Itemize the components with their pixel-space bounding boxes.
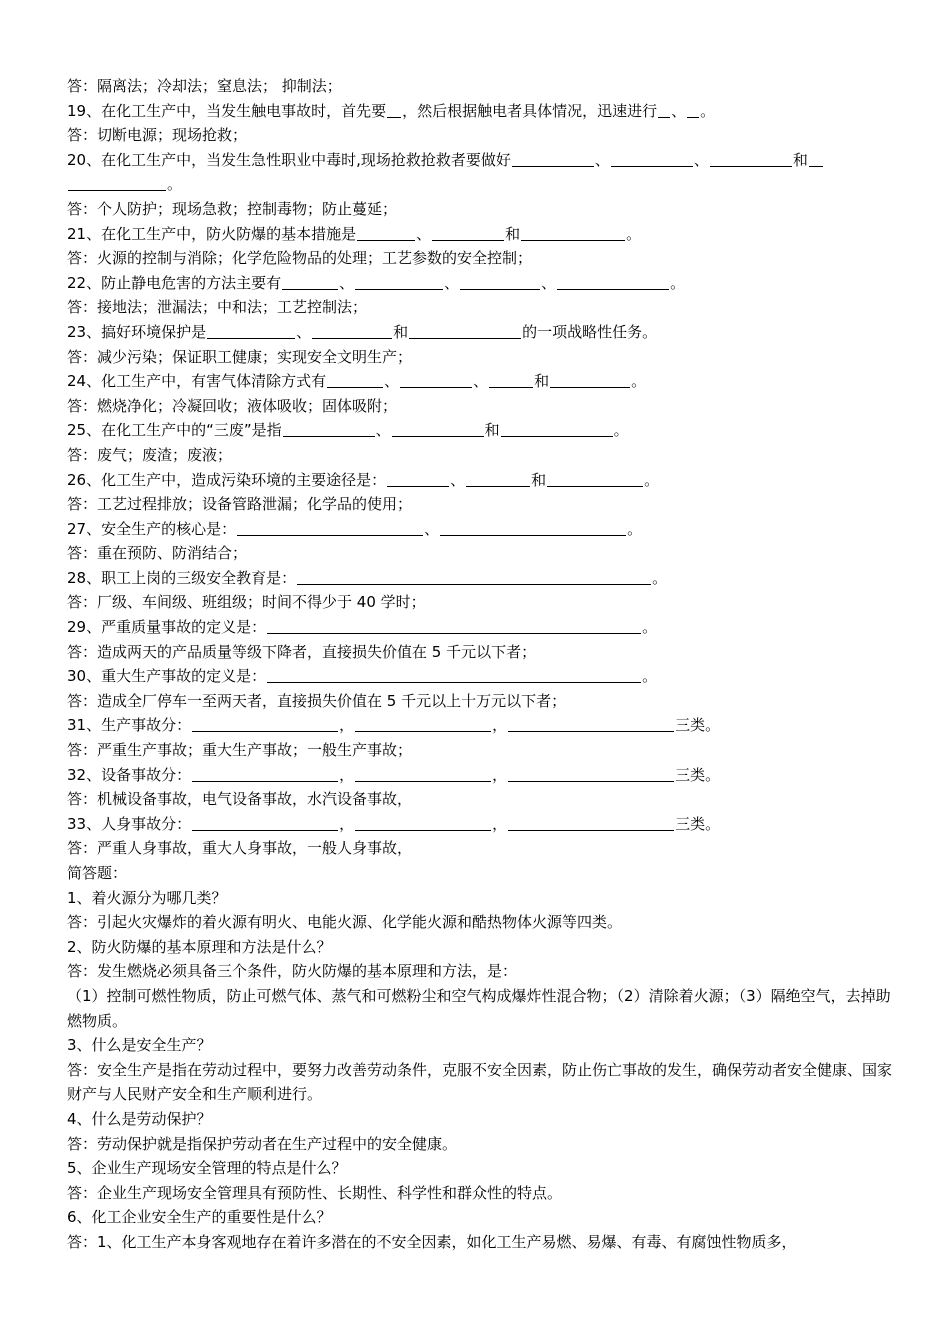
question-text: ， [492, 814, 508, 833]
question-text: 。 [167, 175, 183, 194]
fill-in-question-line [67, 418, 897, 443]
answer-blank [267, 668, 641, 683]
answer-blank [392, 422, 484, 437]
question-text: 、 [375, 421, 391, 440]
text-line: 答：发生燃烧必须具备三个条件，防火防爆的基本原理和方法，是： [67, 962, 518, 981]
question-text: 27、安全生产的核心是： [67, 519, 237, 538]
text-line: 3、什么是安全生产？ [67, 1036, 212, 1055]
fill-in-question-line [67, 271, 897, 296]
answer-blank [489, 373, 533, 388]
answer-blank [237, 521, 423, 536]
answer-blank [355, 816, 491, 831]
fill-in-question-line [67, 320, 897, 345]
answer-blank [68, 176, 166, 191]
answer-blank [508, 767, 674, 782]
question-text: ， [492, 716, 508, 735]
answer-blank [557, 275, 669, 290]
text-line: 简答题： [67, 864, 128, 882]
question-text: 、 [450, 470, 466, 489]
question-text: 。 [642, 618, 658, 637]
text-line: 1、着火源分为哪几类？ [67, 888, 227, 907]
text-line: 答：严重生产事故；重大生产事故；一般生产事故； [67, 741, 413, 760]
answer-blank [508, 816, 674, 831]
fill-in-question-line [67, 222, 897, 247]
question-text: 22、防止静电危害的方法主要有 [67, 273, 282, 292]
answer-blank [687, 103, 699, 118]
answer-blank [460, 275, 540, 290]
question-text: 30、重大生产事故的定义是： [67, 667, 267, 686]
question-text: 和 [484, 421, 500, 440]
question-text: 三类。 [675, 814, 721, 833]
fill-in-question-line [67, 713, 897, 738]
text-line: 答：隔离法；冷却法；窒息法； 抑制法； [67, 77, 342, 95]
question-text: 26、化工生产中，造成污染环境的主要途径是： [67, 470, 387, 489]
paragraph: 答：安全生产是指在劳动过程中，要努力改善劳动条件，克服不安全因素，防止伤亡事故的发生，确保劳动者安全健康、国家财产与人民财产安全和生产顺利进行。 [67, 1060, 893, 1104]
document-page [67, 74, 897, 1255]
answer-blank [297, 570, 651, 585]
question-text: ， [339, 814, 355, 833]
question-text: 、 [296, 322, 312, 341]
text-line: 答：严重人身事故，重大人身事故，一般人身事故， [67, 839, 413, 858]
answer-blank [400, 373, 472, 388]
question-text: 、 [594, 150, 610, 169]
text-line: 2、防火防爆的基本原理和方法是什么？ [67, 937, 332, 956]
question-text: 和 [531, 470, 547, 489]
answer-blank [512, 152, 594, 167]
fill-in-question-line [67, 172, 897, 197]
question-text: 20、在化工生产中，当发生急性职业中毒时,现场抢救抢救者要做好 [67, 150, 511, 169]
answer-blank [355, 767, 491, 782]
question-text: 和 [393, 322, 409, 341]
answer-blank [207, 324, 295, 339]
question-text: 28、职工上岗的三级安全教育是： [67, 568, 297, 587]
question-text: 25、在化工生产中的“三废”是指 [67, 421, 282, 440]
question-text: 。 [670, 273, 686, 292]
fill-in-question-line [67, 812, 897, 837]
question-text: ， [339, 716, 355, 735]
fill-in-question-line [67, 517, 897, 542]
text-line: 答：工艺过程排放；设备管路泄漏；化学品的使用； [67, 495, 413, 514]
fill-in-question-line [67, 615, 897, 640]
answer-blank [550, 373, 630, 388]
question-text: 。 [631, 372, 647, 391]
text-line: 答：厂级、车间级、班组级；时间不得少于 40 学时； [67, 593, 426, 612]
question-text: 19、在化工生产中，当发生触电事故时，首先要 [67, 101, 387, 120]
question-text: 、 [541, 273, 557, 292]
answer-blank [192, 767, 338, 782]
answer-blank [283, 422, 375, 437]
text-line: 答：造成全厂停车一至两天者，直接损失价值在 5 千元以上十万元以下者； [67, 691, 567, 710]
text-line: 答：燃烧净化；冷凝回收；液体吸收；固体吸附； [67, 396, 398, 415]
answer-blank [658, 103, 670, 118]
text-line: 答：引起火灾爆炸的着火源有明火、电能火源、化学能火源和酷热物体火源等四类。 [67, 913, 623, 932]
question-text: 。 [627, 519, 643, 538]
answer-blank [282, 275, 338, 290]
answer-blank [501, 422, 613, 437]
text-line: 答：1、化工生产本身客观地存在着许多潜在的不安全因素，如化工生产易燃、易爆、有毒、有腐蚀性物质多， [67, 1232, 797, 1251]
text-line: 4、什么是劳动保护？ [67, 1109, 212, 1128]
question-text: 32、设备事故分： [67, 765, 192, 784]
text-line: 答：劳动保护就是指保护劳动者在生产过程中的安全健康。 [67, 1134, 458, 1153]
question-text: 、 [424, 519, 440, 538]
fill-in-question-line [67, 468, 897, 493]
answer-blank [508, 717, 674, 732]
question-text: 的一项战略性任务。 [522, 322, 658, 341]
answer-blank [355, 275, 443, 290]
text-line: 6、化工企业安全生产的重要性是什么？ [67, 1208, 332, 1227]
answer-blank [547, 472, 643, 487]
text-line: 答：接地法；泄漏法；中和法；工艺控制法； [67, 298, 368, 317]
question-text: 和 [534, 372, 550, 391]
question-text: 、 [339, 273, 355, 292]
question-text: 33、人身事故分： [67, 814, 192, 833]
answer-blank [312, 324, 392, 339]
question-text: 三类。 [675, 716, 721, 735]
answer-blank [466, 472, 530, 487]
answer-blank [440, 521, 626, 536]
answer-blank [267, 619, 641, 634]
question-text: 、 [384, 372, 400, 391]
question-text: 31、生产事故分： [67, 716, 192, 735]
question-text: ， [492, 765, 508, 784]
question-text: 29、严重质量事故的定义是： [67, 618, 267, 637]
question-text: 、 [444, 273, 460, 292]
text-line: 5、企业生产现场安全管理的特点是什么？ [67, 1159, 347, 1178]
question-text: 。 [652, 568, 668, 587]
text-line: 答：火源的控制与消除；化学危险物品的处理；工艺参数的安全控制； [67, 249, 533, 268]
answer-blank [809, 152, 823, 167]
answer-blank [611, 152, 693, 167]
question-text: 。 [700, 101, 716, 120]
question-text: 三类。 [675, 765, 721, 784]
text-line: 答：减少污染；保证职工健康；实现安全文明生产； [67, 347, 413, 366]
question-text: 。 [642, 667, 658, 686]
text-line: 答：个人防护；现场急救；控制毒物；防止蔓延； [67, 199, 398, 218]
answer-blank [432, 226, 504, 241]
text-line: 答：机械设备事故，电气设备事故，水汽设备事故， [67, 790, 413, 809]
question-text: 、 [671, 101, 687, 120]
question-text: ，然后根据触电者具体情况，迅速进行 [402, 101, 658, 120]
answer-blank [192, 717, 338, 732]
question-text: 和 [792, 150, 808, 169]
answer-blank [192, 816, 338, 831]
fill-in-question-line [67, 99, 897, 124]
answer-blank [327, 373, 383, 388]
fill-in-question-line [67, 566, 897, 591]
text-line: 答：切断电源；现场抢救； [67, 126, 248, 145]
answer-blank [710, 152, 792, 167]
fill-in-question-line [67, 148, 897, 173]
answer-blank [355, 717, 491, 732]
question-text: 、 [473, 372, 489, 391]
question-text: 。 [613, 421, 629, 440]
answer-blank [387, 103, 401, 118]
question-text: 23、搞好环境保护是 [67, 322, 207, 341]
question-text: 和 [505, 224, 521, 243]
question-text: 。 [644, 470, 660, 489]
question-text: 24、化工生产中，有害气体清除方式有 [67, 372, 327, 391]
answer-blank [409, 324, 521, 339]
answer-blank [387, 472, 449, 487]
text-line: 答：造成两天的产品质量等级下降者，直接损失价值在 5 千元以下者； [67, 642, 537, 661]
fill-in-question-line [67, 664, 897, 689]
text-line: 答：重在预防、防消结合； [67, 544, 248, 563]
question-text: 21、在化工生产中，防火防爆的基本措施是 [67, 224, 357, 243]
paragraph: （1）控制可燃性物质，防止可燃气体、蒸气和可燃粉尘和空气构成爆炸性混合物；（2）清除着火源；（3）隔绝空气，去掉助燃物质。 [67, 986, 891, 1030]
fill-in-question-line [67, 763, 897, 788]
question-text: 、 [416, 224, 432, 243]
question-text: ， [339, 765, 355, 784]
text-line: 答：废气；废渣；废液； [67, 445, 233, 464]
answer-blank [521, 226, 625, 241]
fill-in-question-line [67, 369, 897, 394]
answer-blank [357, 226, 415, 241]
text-line: 答：企业生产现场安全管理具有预防性、长期性、科学性和群众性的特点。 [67, 1183, 563, 1202]
question-text: 。 [626, 224, 642, 243]
question-text: 、 [693, 150, 709, 169]
